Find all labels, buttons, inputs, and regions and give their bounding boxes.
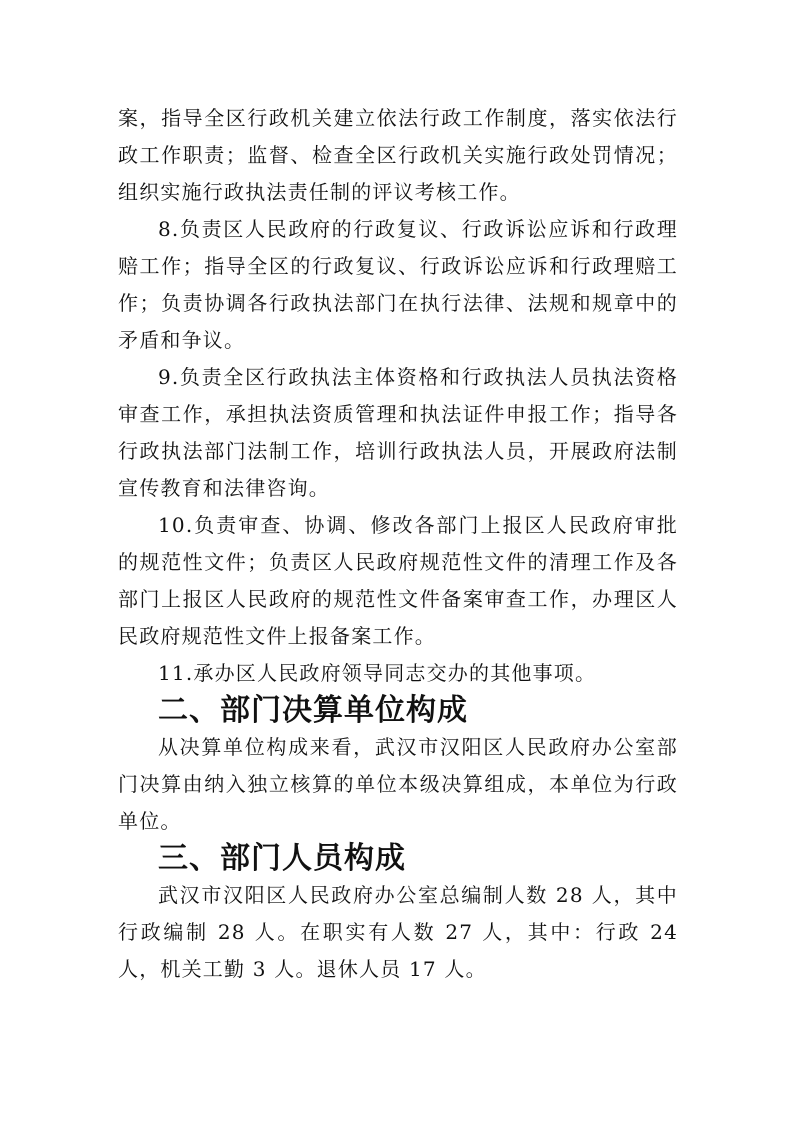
- paragraph-unit-composition: 从决算单位构成来看，武汉市汉阳区人民政府办公室部门决算由纳入独立核算的单位本级决算组成，本单位为行政单位。: [118, 735, 678, 833]
- paragraph-duty-9: 9.负责全区行政执法主体资格和行政执法人员执法资格审查工作，承担执法资质管理和执法证件申报工作；指导各行政执法部门法制工作，培训行政执法人员，开展政府法制宣传教育和法律咨询。: [118, 365, 678, 500]
- paragraph-duties-continued: 案，指导全区行政机关建立依法行政工作制度，落实依法行政工作职责；监督、检查全区行政机关实施行政处罚情况；组织实施行政执法责任制的评议考核工作。: [118, 106, 678, 204]
- section-heading-unit-composition: 二、部门决算单位构成: [158, 693, 468, 728]
- document-page: [118, 100, 678, 988]
- paragraph-duty-11: 11.承办区人民政府领导同志交办的其他事项。: [158, 661, 597, 685]
- section-heading-staff-composition: 三、部门人员构成: [158, 841, 406, 876]
- paragraph-staff-composition: 武汉市汉阳区人民政府办公室总编制人数 28 人，其中行政编制 28 人。在职实有人数 27 人，其中：行政 24 人，机关工勤 3 人。退休人员 17 人。: [118, 883, 678, 981]
- paragraph-duty-10: 10.负责审查、协调、修改各部门上报区人民政府审批的规范性文件；负责区人民政府规范性文件的清理工作及各部门上报区人民政府的规范性文件备案审查工作，办理区人民政府规范性文件上报备案工作。: [118, 513, 678, 648]
- paragraph-duty-8: 8.负责区人民政府的行政复议、行政诉讼应诉和行政理赔工作；指导全区的行政复议、行政诉讼应诉和行政理赔工作；负责协调各行政执法部门在执行法律、法规和规章中的矛盾和争议。: [118, 217, 678, 352]
